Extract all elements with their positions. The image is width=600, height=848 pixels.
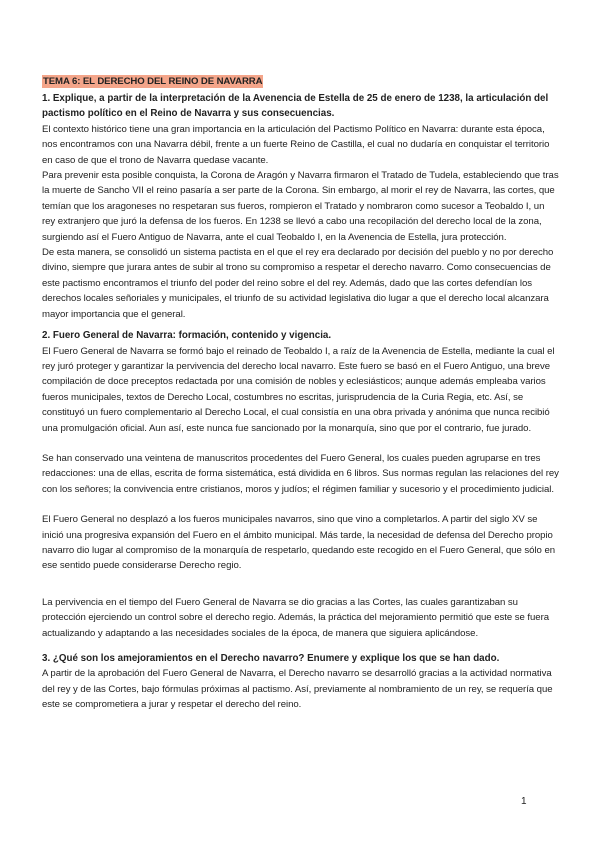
- section-3-paragraph: A partir de la aprobación del Fuero General de Navarra, el Derecho navarro se desarrolló gracias a la actividad normativa del rey y de las Cortes, bajo fórmulas próximas al pactismo. Así, previamente al nombramiento de un rey, se requería que este se comprometiera a jurar y respetar el derecho del reino.: [42, 668, 553, 711]
- document-page: [42, 71, 560, 713]
- page-number: 1: [521, 796, 527, 807]
- section-2-paragraph: El Fuero General no desplazó a los fueros municipales navarros, sino que vino a completarlos. A partir del siglo XV se inició una progresiva expansión del Fuero en el ámbito municipal. Más tarde, la necesidad de defensa del Derecho propio navarro dio lugar al compromiso de la monarquía de respetarlo, quedando este recogido en el Fuero General, que sólo en ese sentido puede considerarse Derecho regio.: [42, 514, 556, 572]
- section-2-paragraph: Se han conservado una veintena de manuscritos procedentes del Fuero General, los cuales pueden agruparse en tres redacciones: una de ellas, escrita de forma sistemática, está dividida en 6 libros. Sus normas regulan las relaciones del rey con los señores; la convivencia entre cristianos, moros y judíos; el régimen familiar y sucesorio y el procedimiento judicial.: [42, 452, 559, 495]
- section-2-paragraph: La pervivencia en el tiempo del Fuero General de Navarra se dio gracias a las Cortes, las cuales garantizaban su protección ejerciendo un control sobre el derecho regio. Además, la práctica del mejoramiento permitió que este se fuera actualizando y adaptando a las necesidades sociales de la época, de manera que siguiera aplicándose.: [42, 596, 550, 639]
- section-2-paragraph: El Fuero General de Navarra se formó bajo el reinado de Teobaldo I, a raíz de la Avenencia de Estella, mediante la cual el rey juró proteger y garantizar la pervivencia del derecho local navarro. Este fuero se basó en el Fuero Antiguo, una breve compilación de doce preceptos redactada por una comisión de nobles y eclesiásticos; aunque además empleaba varios fueros municipales, textos de Derecho Local, costumbres no escritas, jurisprudencia de la Curia Regia, etc. Así, se constituyó un fuero complementario al Derecho Local, el cual consistía en una obra privada y anónima que nunca recibió una promulgación oficial. Aun así, este nunca fue sancionado por la monarquía, sino que por el contrario, fue jurado.: [42, 345, 555, 434]
- section-3-heading: 3. ¿Qué son los amejoramientos en el Derecho navarro? Enumere y explique los que se han dado.: [42, 653, 500, 664]
- section-1-paragraph: De esta manera, se consolidó un sistema pactista en el que el rey era declarado por decisión del pueblo y no por derecho divino, siempre que jurara antes de subir al trono su compromiso a respetar el derecho navarro. Como consecuencias de este pactismo encontramos el triunfo del poder del reino sobre el del rey. Además, dado que las cortes defendían los derechos locales señoriales y municipales, el triunfo de su actividad legislativa dio lugar a que el derecho local alcanzara mayor importancia que el general.: [42, 247, 554, 320]
- section-2-heading: 2. Fuero General de Navarra: formación, contenido y vigencia.: [42, 330, 332, 342]
- document-title: TEMA 6: EL DERECHO DEL REINO DE NAVARRA: [43, 76, 263, 87]
- section-1-heading: 1. Explique, a partir de la interpretación de la Avenencia de Estella de 25 de enero de 1238, la articulación del pactismo político en el Reino de Navarra y sus consecuencias.: [42, 93, 549, 120]
- section-1-paragraph: Para prevenir esta posible conquista, la Corona de Aragón y Navarra firmaron el Tratado de Tudela, estableciendo que tras la muerte de Sancho VII el reino pasaría a ser parte de la Corona. Sin embargo, al morir el rey de Navarra, las cortes, que temían que los aragoneses no respetaran sus fueros, rompieron el Tratado y nombraron como sucesor a Teobaldo I, un rey extranjero que juró la defensa de los fueros. En 1238 se llevó a cabo una recopilación del derecho local de la zona, surgiendo así el Fuero Antiguo de Navarra, ante el cual Teobaldo I, en la Avenencia de Estella, jura protección.: [42, 170, 559, 243]
- section-1-paragraph: El contexto histórico tiene una gran importancia en la articulación del Pactismo Político en Navarra: durante esta época, nos encontramos con una Navarra débil, frente a un fuerte Reino de Castilla, el cual no dudaría en conquistar el territorio en caso de que el trono de Navarra quedase vacante.: [42, 123, 550, 166]
